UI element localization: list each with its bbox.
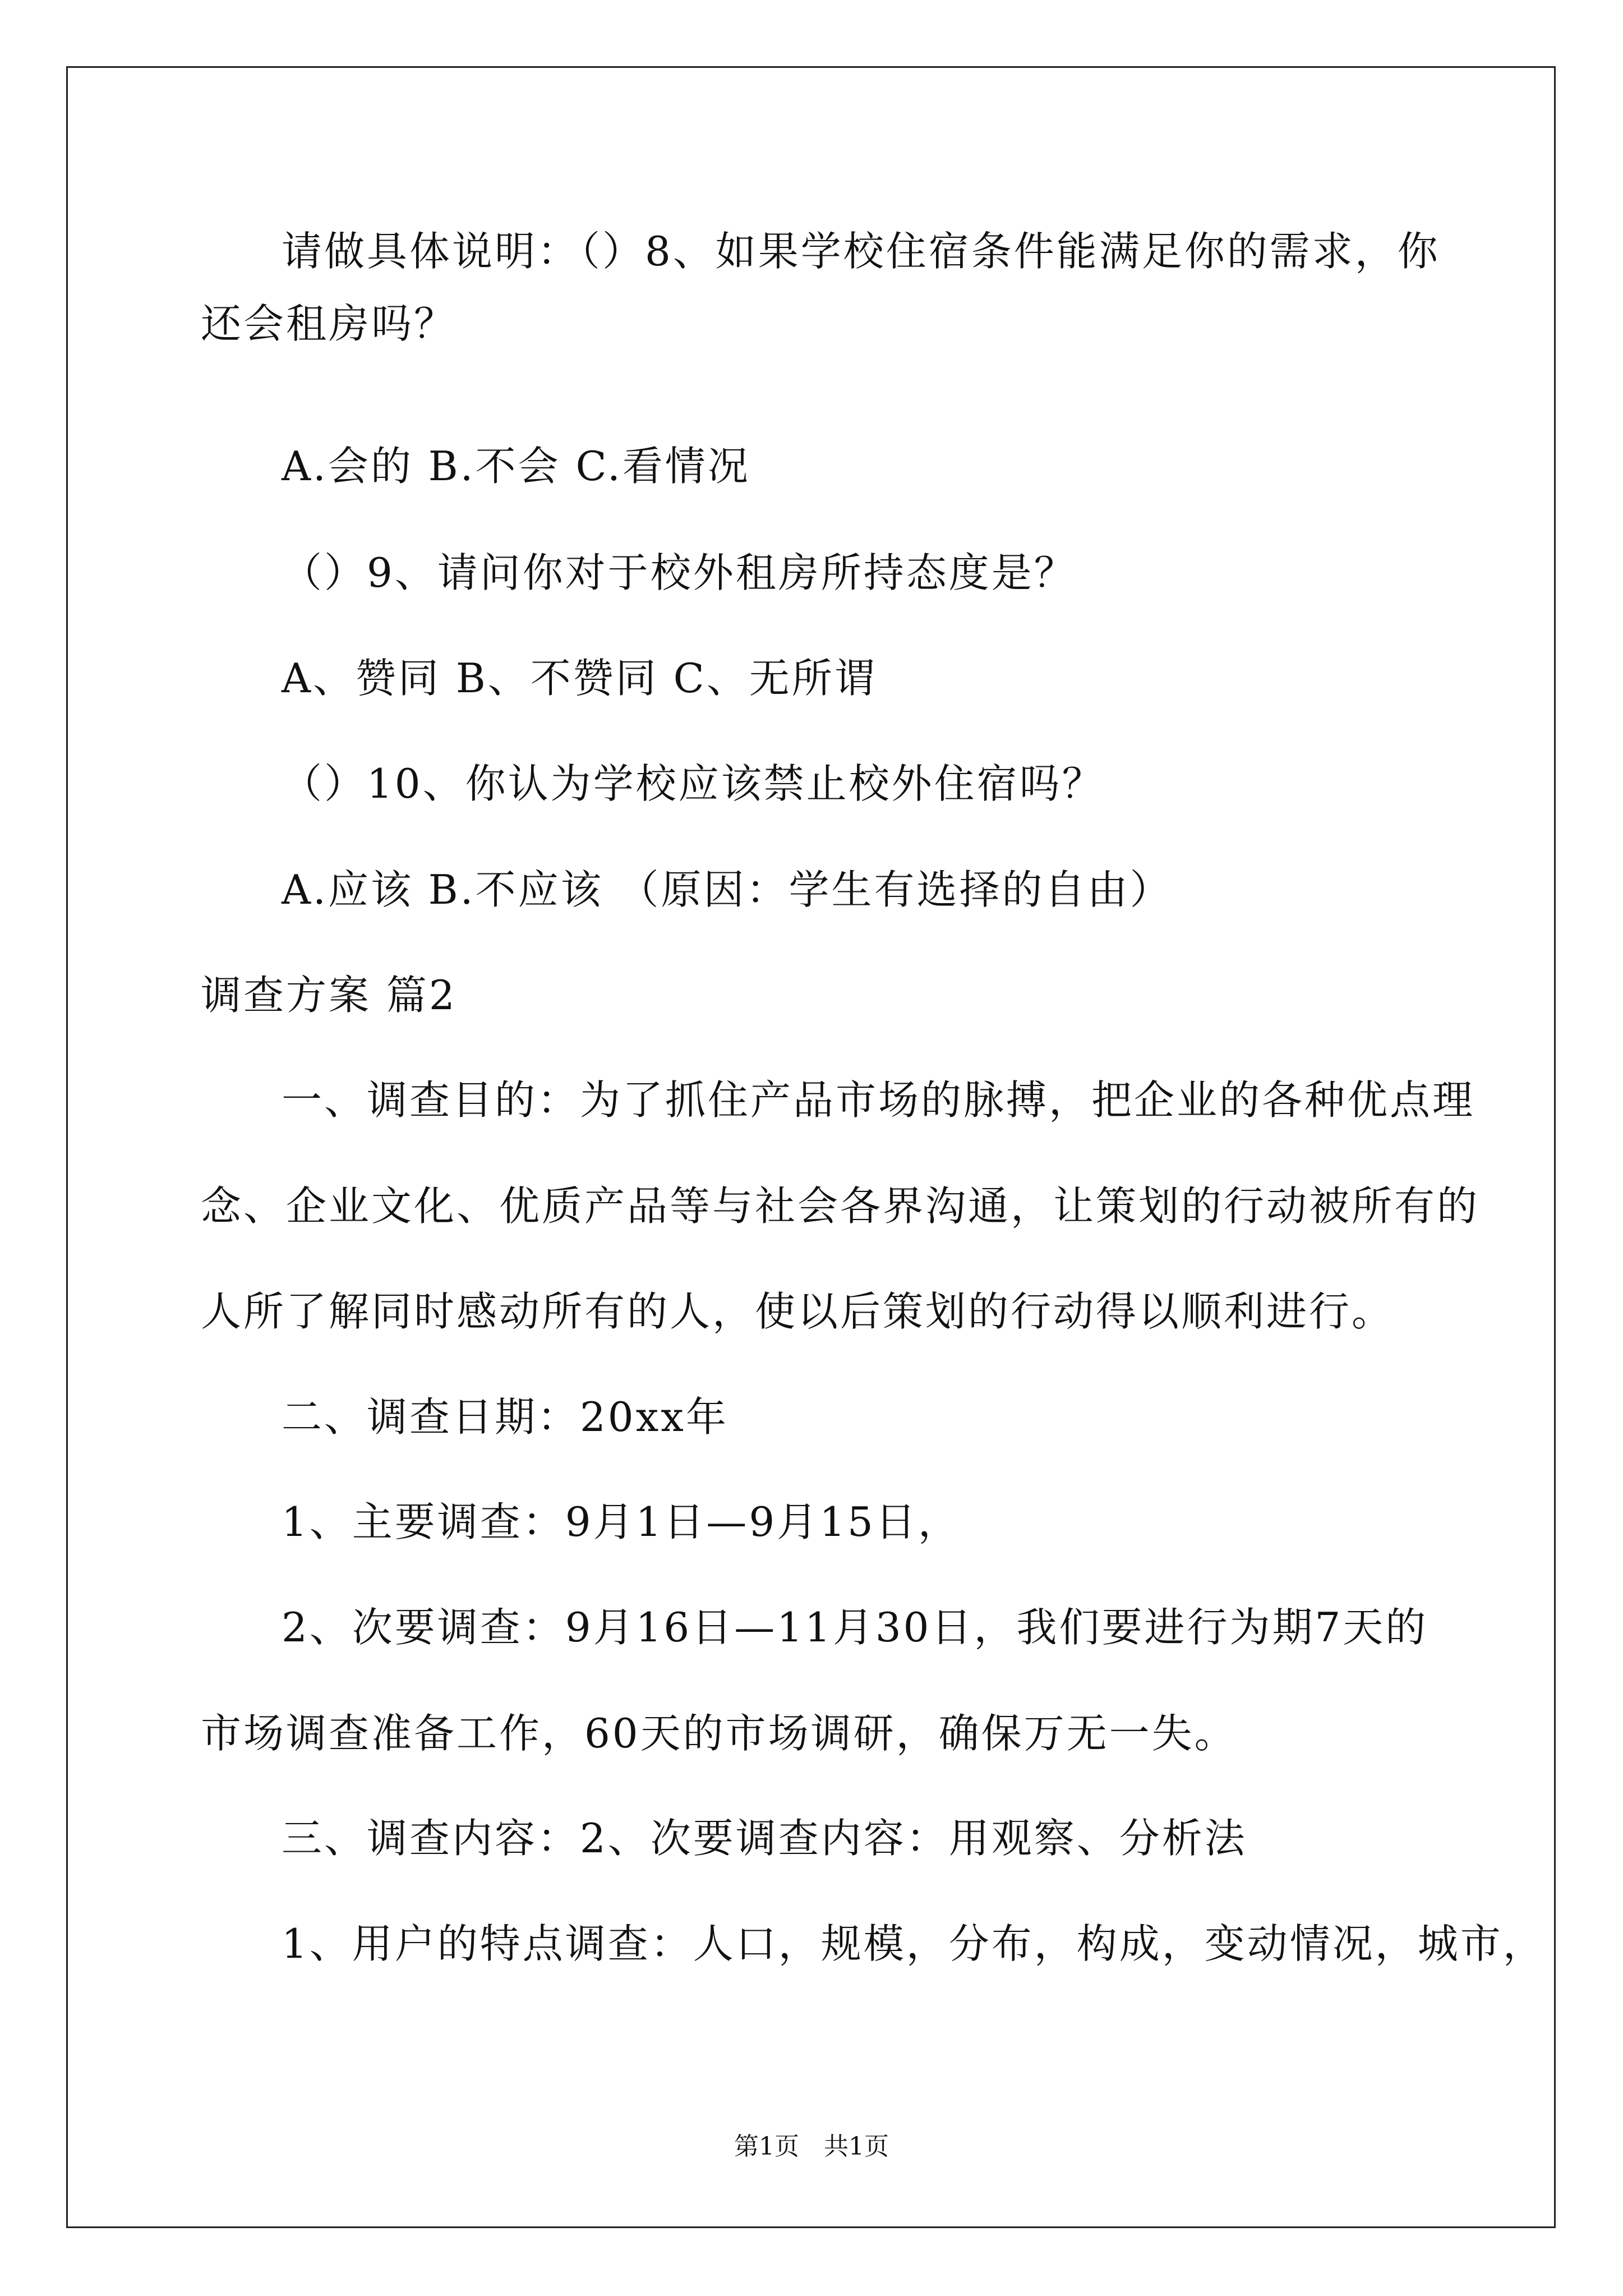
text-line: 二、调查日期：20xx年 <box>282 1393 728 1441</box>
text-line: 人所了解同时感动所有的人，使以后策划的行动得以顺利进行。 <box>201 1288 1395 1335</box>
text-line: 一、调查目的：为了抓住产品市场的脉搏，把企业的各种优点理 <box>282 1076 1476 1124</box>
text-line: 2、次要调查：9月16日—11月30日，我们要进行为期7天的 <box>282 1604 1428 1651</box>
text-line: 请做具体说明：（）8、如果学校住宿条件能满足你的需求，你 <box>282 228 1440 275</box>
section-heading: 调查方案 篇2 <box>201 972 457 1019</box>
text-line: 还会租房吗？ <box>201 300 457 347</box>
page-footer: 第1页 共1页 <box>734 2132 889 2161</box>
text-line: A.应该 B.不应该 （原因：学生有选择的自由） <box>282 866 1173 913</box>
text-line: 三、调查内容：2、次要调查内容：用观察、分析法 <box>282 1815 1247 1862</box>
text-line: A、赞同 B、不赞同 C、无所谓 <box>282 655 877 702</box>
text-line: （）10、你认为学校应该禁止校外住宿吗？ <box>282 760 1105 807</box>
text-line: 念、企业文化、优质产品等与社会各界沟通，让策划的行动被所有的 <box>201 1182 1480 1230</box>
text-line: A.会的 B.不会 C.看情况 <box>282 443 750 490</box>
page-border <box>66 66 1556 2228</box>
text-line: 市场调查准备工作，60天的市场调研，确保万无一失。 <box>201 1710 1237 1757</box>
text-line: 1、主要调查：9月1日—9月15日， <box>282 1498 961 1545</box>
text-line: 1、用户的特点调查：人口，规模，分布，构成，变动情况，城市， <box>282 1920 1546 1967</box>
text-line: （）9、请问你对于校外租房所持态度是？ <box>282 549 1077 596</box>
